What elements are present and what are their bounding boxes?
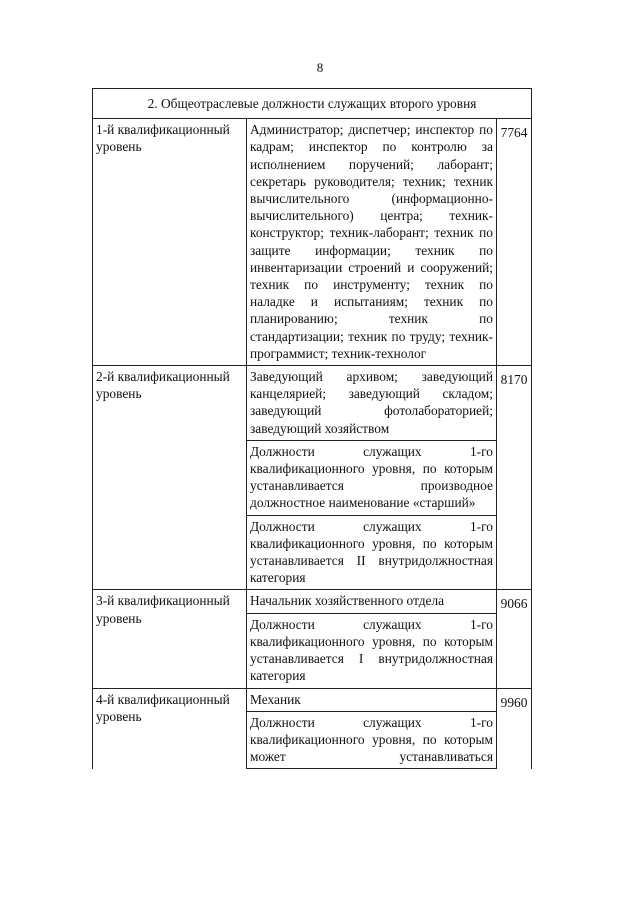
position-list: Администратор; диспетчер; инспектор по кадрам; инспектор по контролю за исполнением поручений; лаборант; секретарь руководителя; техник; техник вычислительного (информационно-вычислительного) центра; техник-конструктор; техник-лаборант; техник по защите информации; техник по инвентаризации строений и сооружений; техник по инструменту; техник по наладке и испытаниям; техник по планированию; техник по стандартизации; техник по труду; техник-программист; техник-технолог: [247, 119, 497, 366]
table-header-row: [93, 89, 532, 119]
qualification-level: 4-й квалификационный уровень: [93, 688, 247, 769]
position-list: Должности служащих 1-го квалификационного уровня, по которым устанавливается II внутридолжностная категория: [247, 515, 497, 590]
table-row: [93, 119, 532, 366]
page-number: 8: [316, 60, 324, 75]
table-row: [93, 590, 532, 613]
salary-value: 9066: [497, 590, 532, 688]
qualification-level: 3-й квалификационный уровень: [93, 590, 247, 688]
table-row: [93, 366, 532, 441]
salary-value: 9960: [497, 688, 532, 769]
position-list: Механик: [247, 688, 497, 711]
salary-value: 8170: [497, 366, 532, 590]
qualification-level: 2-й квалификационный уровень: [93, 366, 247, 590]
position-list: Должности служащих 1-го квалификационного уровня, по которым устанавливается производное должностное наименование «старший»: [247, 440, 497, 515]
table-row: [93, 688, 532, 711]
position-list: Начальник хозяйственного отдела: [247, 590, 497, 613]
qualification-table: [92, 88, 532, 769]
position-list: Должности служащих 1-го квалификационного уровня, по которым может устанавливаться: [247, 711, 497, 769]
qualification-level: 1-й квалификационный уровень: [93, 119, 247, 366]
position-list: Заведующий архивом; заведующий канцелярией; заведующий складом; заведующий фотолабораторией; заведующий хозяйством: [247, 366, 497, 441]
section-title: 2. Общеотраслевые должности служащих второго уровня: [93, 89, 532, 119]
position-list: Должности служащих 1-го квалификационного уровня, по которым устанавливается I внутридолжностная категория: [247, 613, 497, 688]
salary-value: 7764: [497, 119, 532, 366]
